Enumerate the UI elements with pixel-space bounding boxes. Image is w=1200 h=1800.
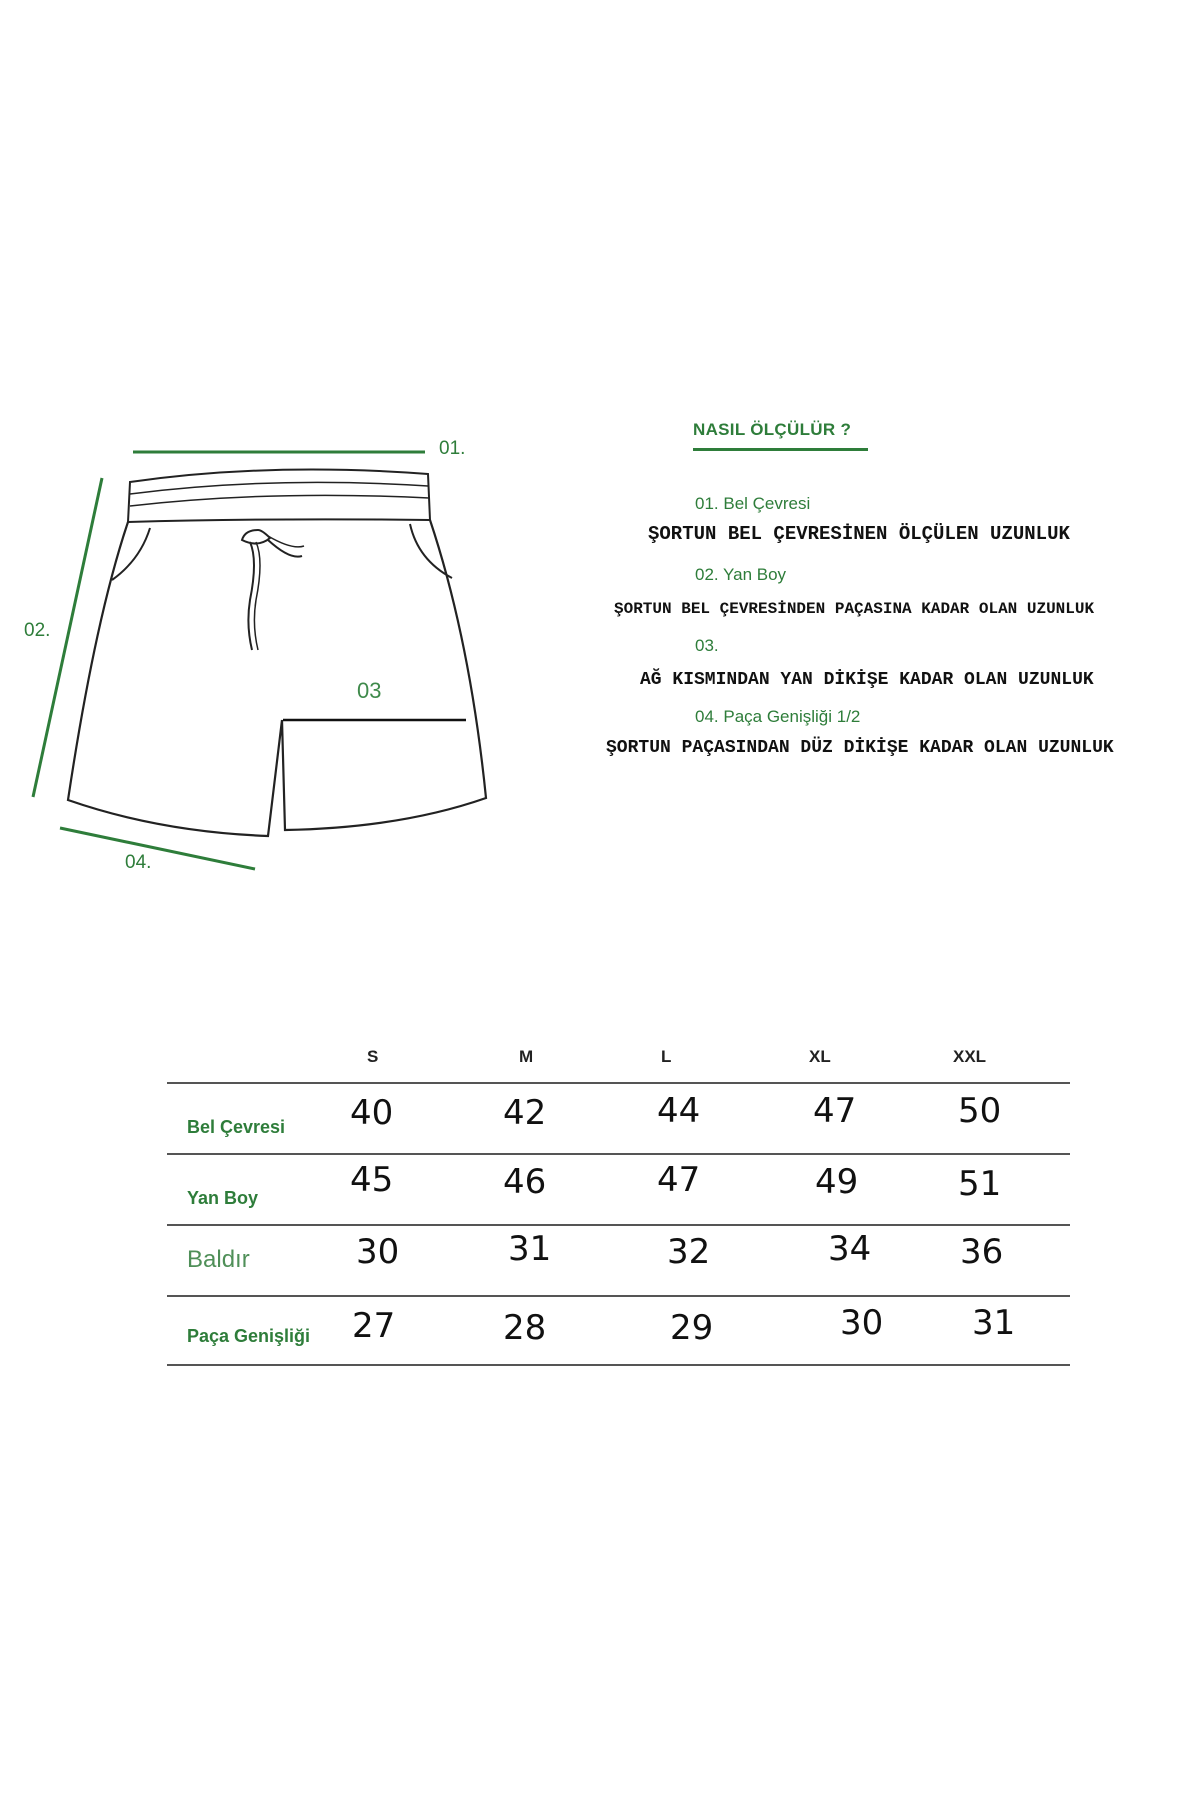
how-to-item-3-desc: AĞ KISMINDAN YAN DİKİŞE KADAR OLAN UZUNLUK <box>640 670 1094 690</box>
how-to-item-3-label: 03. <box>695 636 719 655</box>
table-cell: 29 <box>670 1308 714 1348</box>
table-cell: 45 <box>350 1160 394 1200</box>
table-cell: 40 <box>350 1093 394 1133</box>
how-to-title: NASIL ÖLÇÜLÜR ? <box>693 420 852 439</box>
table-cell: 51 <box>958 1164 1002 1204</box>
table-cell: 49 <box>815 1162 859 1202</box>
how-to-item-4-label: 04. Paça Genişliği 1/2 <box>695 707 861 726</box>
how-to-item-1-label: 01. Bel Çevresi <box>695 494 811 513</box>
table-divider <box>167 1224 1070 1226</box>
row-label-paca-genisligi: Paça Genişliği <box>187 1326 311 1346</box>
table-cell: 30 <box>356 1232 400 1272</box>
size-header-m: M <box>519 1047 534 1066</box>
table-cell: 47 <box>813 1091 857 1131</box>
size-header-l: L <box>661 1047 672 1066</box>
shorts-body-outline <box>68 520 486 836</box>
table-cell: 34 <box>828 1229 872 1269</box>
row-label-baldir: Baldır <box>187 1246 250 1273</box>
drawstring-left <box>248 542 254 650</box>
table-cell: 46 <box>503 1162 547 1202</box>
size-header-xl: XL <box>809 1047 831 1066</box>
how-to-item-4-desc: ŞORTUN PAÇASINDAN DÜZ DİKİŞE KADAR OLAN UZUNLUK <box>606 738 1114 758</box>
table-divider <box>167 1082 1070 1084</box>
measure-label-01: 01. <box>439 438 466 459</box>
measure-label-04: 04. <box>125 852 152 873</box>
table-cell: 42 <box>503 1093 547 1133</box>
how-to-divider <box>693 448 868 451</box>
table-cell: 50 <box>958 1091 1002 1131</box>
drawstring <box>242 530 270 544</box>
table-cell: 27 <box>352 1306 396 1346</box>
table-cell: 31 <box>508 1229 552 1269</box>
table-cell: 31 <box>972 1303 1016 1343</box>
shorts-measurement-diagram <box>0 420 520 890</box>
table-divider <box>167 1295 1070 1297</box>
size-header-xxl: XXL <box>953 1047 987 1066</box>
how-to-item-2-label: 02. Yan Boy <box>695 565 787 584</box>
table-cell: 47 <box>657 1160 701 1200</box>
size-header-s: S <box>367 1047 379 1066</box>
table-cell: 32 <box>667 1232 711 1272</box>
table-divider <box>167 1364 1070 1366</box>
row-label-yan-boy: Yan Boy <box>187 1188 259 1208</box>
table-divider <box>167 1153 1070 1155</box>
drawstring-right <box>268 540 302 557</box>
table-cell: 44 <box>657 1091 701 1131</box>
table-cell: 28 <box>503 1308 547 1348</box>
measure-label-02: 02. <box>24 620 51 641</box>
table-cell: 30 <box>840 1303 884 1343</box>
drawstring-left-2 <box>254 542 260 650</box>
row-label-bel-cevresi: Bel Çevresi <box>187 1117 286 1137</box>
how-to-item-2-desc: ŞORTUN BEL ÇEVRESİNDEN PAÇASINA KADAR OLAN UZUNLUK <box>614 600 1095 618</box>
measure-label-03: 03 <box>357 678 382 703</box>
how-to-item-1-desc: ŞORTUN BEL ÇEVRESİNEN ÖLÇÜLEN UZUNLUK <box>648 523 1070 545</box>
table-cell: 36 <box>960 1232 1004 1272</box>
